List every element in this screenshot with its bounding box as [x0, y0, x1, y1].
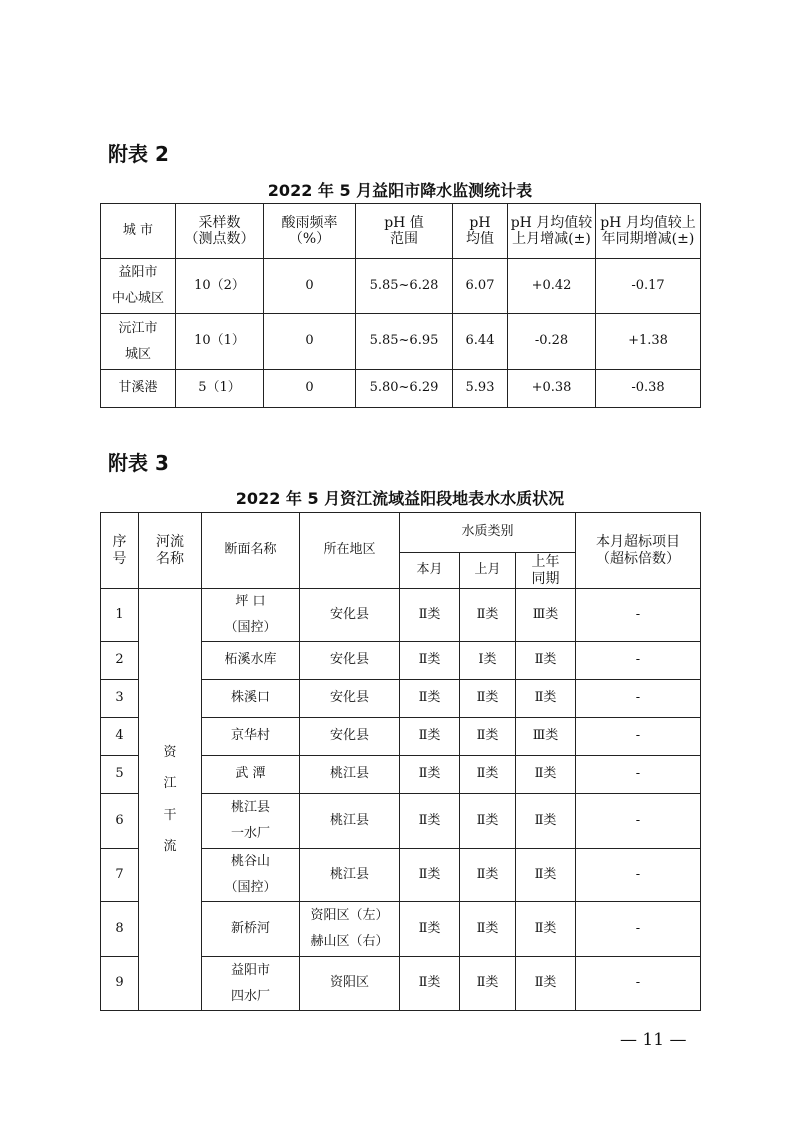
cell-last-month: Ⅱ类 [460, 718, 516, 756]
table-row [101, 589, 701, 642]
cell-last-month: Ⅱ类 [460, 589, 516, 642]
table3-label: 附表 3 [108, 451, 169, 475]
cell-last-month: Ⅱ类 [460, 756, 516, 794]
cell-last-year: Ⅱ类 [516, 902, 576, 957]
cell-section: 坪 口 （国控） [202, 589, 300, 642]
cell-section: 株溪口 [202, 680, 300, 718]
cell-this-month: Ⅱ类 [400, 756, 460, 794]
cell-section: 新桥河 [202, 902, 300, 957]
cell-exceed: - [576, 718, 701, 756]
cell-exceed: - [576, 642, 701, 680]
cell-section: 益阳市 四水厂 [202, 957, 300, 1011]
cell-acid: 0 [264, 314, 356, 370]
header-section: 断面名称 [202, 513, 300, 589]
cell-exceed: - [576, 680, 701, 718]
cell-no: 6 [101, 794, 139, 849]
header-samples: 采样数 （测点数） [176, 204, 264, 259]
cell-no: 9 [101, 957, 139, 1011]
water-quality-table [100, 512, 701, 1011]
cell-samples: 5（1） [176, 370, 264, 408]
cell-last-year: Ⅱ类 [516, 957, 576, 1011]
cell-exceed: - [576, 756, 701, 794]
cell-exceed: - [576, 957, 701, 1011]
table3-title: 2022 年 5 月资江流域益阳段地表水水质状况 [235, 489, 565, 508]
cell-last-year: Ⅱ类 [516, 680, 576, 718]
cell-section: 武 潭 [202, 756, 300, 794]
cell-mom: +0.38 [508, 370, 596, 408]
cell-avg: 6.07 [453, 259, 508, 314]
cell-this-month: Ⅱ类 [400, 642, 460, 680]
cell-region: 桃江县 [300, 849, 400, 902]
cell-yoy: +1.38 [596, 314, 701, 370]
table-row [101, 370, 701, 408]
header-no: 序 号 [101, 513, 139, 589]
cell-avg: 5.93 [453, 370, 508, 408]
cell-this-month: Ⅱ类 [400, 718, 460, 756]
cell-last-month: Ⅰ类 [460, 642, 516, 680]
cell-last-month: Ⅱ类 [460, 794, 516, 849]
cell-last-year: Ⅱ类 [516, 794, 576, 849]
header-city: 城 市 [101, 204, 176, 259]
cell-city: 甘溪港 [101, 370, 176, 408]
cell-region: 安化县 [300, 589, 400, 642]
table2-label: 附表 2 [108, 142, 169, 166]
cell-no: 4 [101, 718, 139, 756]
cell-this-month: Ⅱ类 [400, 957, 460, 1011]
table-row [101, 314, 701, 370]
cell-last-year: Ⅱ类 [516, 849, 576, 902]
header-ph-yoy: pH 月均值较上 年同期增减(±) [596, 204, 701, 259]
cell-region: 资阳区 [300, 957, 400, 1011]
header-last-month: 上月 [460, 553, 516, 589]
cell-this-month: Ⅱ类 [400, 902, 460, 957]
cell-last-month: Ⅱ类 [460, 680, 516, 718]
cell-no: 3 [101, 680, 139, 718]
cell-exceed: - [576, 589, 701, 642]
cell-last-year: Ⅲ类 [516, 589, 576, 642]
cell-this-month: Ⅱ类 [400, 794, 460, 849]
header-quality: 水质类别 [400, 513, 576, 553]
cell-mom: -0.28 [508, 314, 596, 370]
page-number: — 11 — [620, 1030, 687, 1050]
cell-exceed: - [576, 794, 701, 849]
cell-avg: 6.44 [453, 314, 508, 370]
cell-samples: 10（1） [176, 314, 264, 370]
header-ph-mom: pH 月均值较 上月增减(±) [508, 204, 596, 259]
precipitation-table [100, 203, 701, 408]
cell-range: 5.80~6.29 [356, 370, 453, 408]
river-name-cell: 资 江 干 流 [139, 589, 202, 1011]
cell-section: 京华村 [202, 718, 300, 756]
header-ph-range: pH 值 范围 [356, 204, 453, 259]
cell-last-year: Ⅱ类 [516, 642, 576, 680]
table3-header-row [101, 513, 701, 553]
cell-yoy: -0.17 [596, 259, 701, 314]
cell-city: 沅江市 城区 [101, 314, 176, 370]
header-this-month: 本月 [400, 553, 460, 589]
table-row [101, 259, 701, 314]
cell-acid: 0 [264, 259, 356, 314]
cell-city: 益阳市 中心城区 [101, 259, 176, 314]
header-region: 所在地区 [300, 513, 400, 589]
header-ph-avg: pH 均值 [453, 204, 508, 259]
cell-samples: 10（2） [176, 259, 264, 314]
cell-section: 柘溪水库 [202, 642, 300, 680]
cell-no: 7 [101, 849, 139, 902]
cell-mom: +0.42 [508, 259, 596, 314]
table2-header-row [101, 204, 701, 259]
cell-region: 安化县 [300, 680, 400, 718]
cell-region: 桃江县 [300, 794, 400, 849]
header-acid-rain: 酸雨频率 （%） [264, 204, 356, 259]
cell-no: 8 [101, 902, 139, 957]
cell-range: 5.85~6.28 [356, 259, 453, 314]
cell-last-month: Ⅱ类 [460, 902, 516, 957]
cell-section: 桃谷山 （国控） [202, 849, 300, 902]
cell-region: 安化县 [300, 718, 400, 756]
header-exceed: 本月超标项目 （超标倍数） [576, 513, 701, 589]
cell-this-month: Ⅱ类 [400, 589, 460, 642]
cell-range: 5.85~6.95 [356, 314, 453, 370]
cell-last-month: Ⅱ类 [460, 957, 516, 1011]
cell-region: 安化县 [300, 642, 400, 680]
cell-exceed: - [576, 902, 701, 957]
table2-title: 2022 年 5 月益阳市降水监测统计表 [267, 181, 533, 200]
cell-exceed: - [576, 849, 701, 902]
cell-this-month: Ⅱ类 [400, 680, 460, 718]
cell-region: 桃江县 [300, 756, 400, 794]
header-river: 河流 名称 [139, 513, 202, 589]
cell-section: 桃江县 一水厂 [202, 794, 300, 849]
cell-no: 5 [101, 756, 139, 794]
cell-region: 资阳区（左） 赫山区（右） [300, 902, 400, 957]
cell-no: 2 [101, 642, 139, 680]
cell-last-year: Ⅲ类 [516, 718, 576, 756]
cell-no: 1 [101, 589, 139, 642]
header-last-year: 上年 同期 [516, 553, 576, 589]
cell-last-month: Ⅱ类 [460, 849, 516, 902]
cell-yoy: -0.38 [596, 370, 701, 408]
cell-acid: 0 [264, 370, 356, 408]
cell-last-year: Ⅱ类 [516, 756, 576, 794]
cell-this-month: Ⅱ类 [400, 849, 460, 902]
